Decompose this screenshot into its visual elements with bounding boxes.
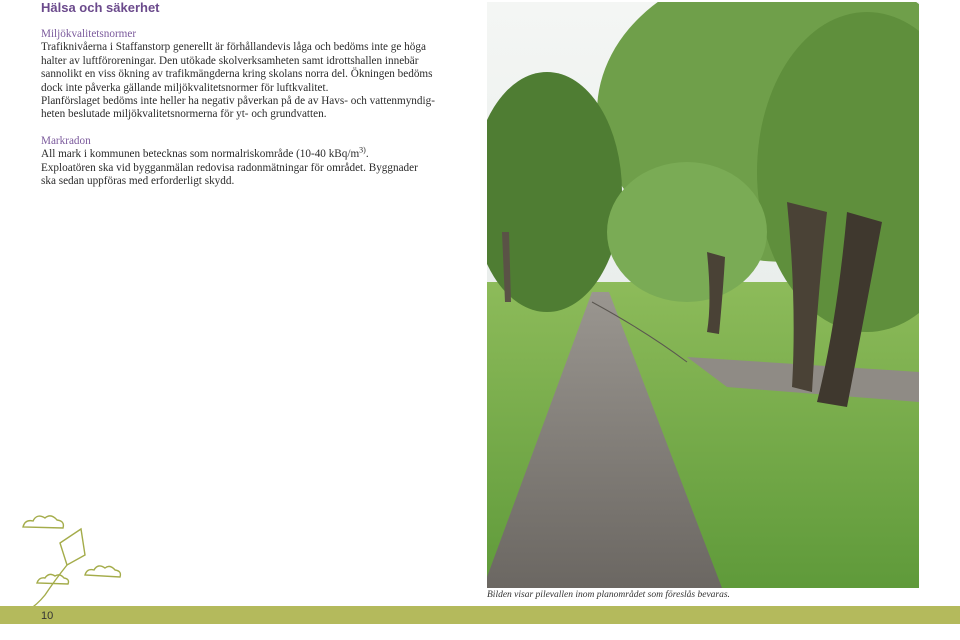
paragraph-line: halter av luftföroreningar. Den utökade skolverksamheten samt idrottshallen innebär	[41, 54, 419, 67]
photo-caption: Bilden visar pilevallen inom planområdet som föreslås bevaras.	[487, 590, 730, 600]
main-text	[41, 28, 481, 188]
page-number: 10	[41, 610, 54, 622]
paragraph-line: sannolikt en viss ökning av trafikmängderna kring skolans norra del. Ökningen bedöms	[41, 68, 433, 81]
paragraph-line: Trafiknivåerna i Staffanstorp generellt är förhållandevis låga och bedöms inte ge höga	[41, 41, 426, 54]
kite-clouds-illustration	[15, 505, 135, 613]
photo-illustration	[487, 2, 919, 588]
paragraph-line: Exploatören ska vid bygganmälan redovisa radonmätningar för området. Byggnader	[41, 161, 418, 174]
subheading-markradon: Markradon	[41, 134, 91, 147]
paragraph-line: Planförslaget bedöms inte heller ha negativ påverkan på de av Havs- och vattenmyndig-	[41, 95, 435, 108]
superscript: 3)	[359, 145, 366, 155]
footer-bar	[0, 606, 960, 624]
photo-willow-avenue	[487, 2, 919, 588]
page-title: Hälsa och säkerhet	[41, 0, 160, 15]
subheading-miljokvalitetsnormer: Miljökvalitetsnormer	[41, 28, 137, 40]
radon-line-text: All mark i kommunen betecknas som normalriskområde (10-40 kBq/m	[41, 148, 360, 161]
paragraph-line	[41, 145, 481, 161]
paragraph-line: heten beslutade miljökvalitetsnormerna för yt- och grundvatten.	[41, 108, 327, 121]
paragraph-line: ska sedan uppföras med erforderligt skydd.	[41, 175, 235, 188]
paragraph-line: dock inte påverka gällande miljökvalitetsnormer för luftkvalitet.	[41, 81, 329, 94]
radon-line-end: .	[365, 148, 369, 161]
